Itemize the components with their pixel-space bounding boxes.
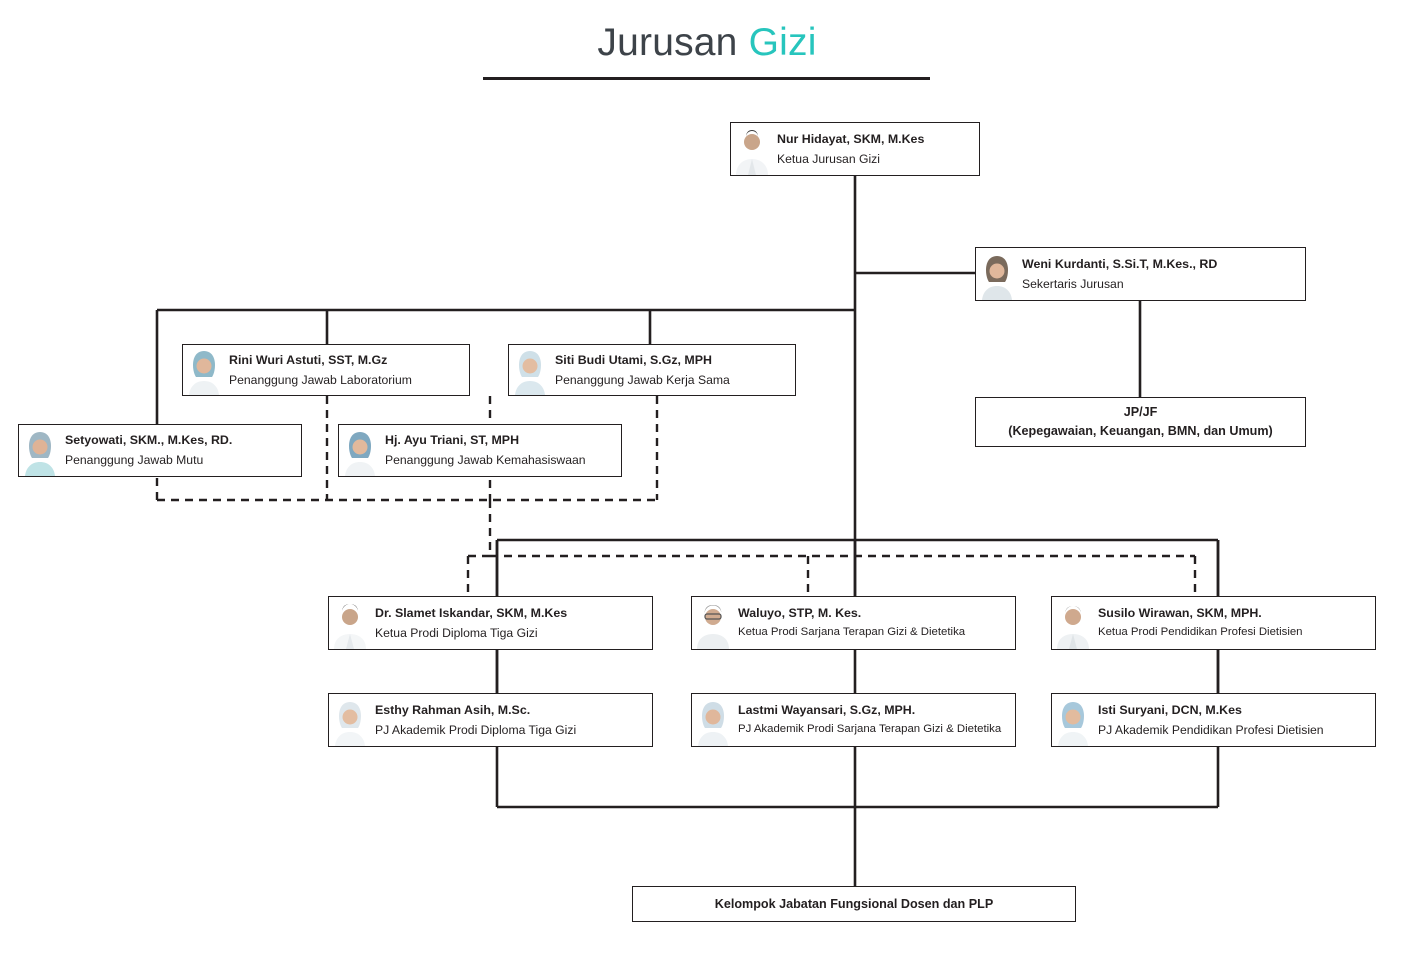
node-role: Ketua Prodi Sarjana Terapan Gizi & Dietetika bbox=[738, 626, 966, 639]
node-pj-akademik-sarjana-terapan[interactable] bbox=[691, 693, 1016, 747]
female-photo bbox=[329, 694, 371, 746]
node-jp-jf[interactable] bbox=[975, 397, 1306, 447]
node-name: Hj. Ayu Triani, ST, MPH bbox=[385, 433, 520, 448]
male-photo bbox=[329, 597, 371, 649]
node-text bbox=[734, 597, 1015, 649]
jp-jf-line1: JP/JF bbox=[1123, 405, 1158, 420]
female-photo bbox=[1052, 694, 1094, 746]
node-role: Ketua Prodi Pendidikan Profesi Dietisien bbox=[1098, 626, 1303, 639]
kelompok-jafung-label: Kelompok Jabatan Fungsional Dosen dan PLP bbox=[714, 896, 994, 911]
node-name: Weni Kurdanti, S.Si.T, M.Kes., RD bbox=[1022, 256, 1218, 271]
node-name: Setyowati, SKM., M.Kes, RD. bbox=[65, 433, 233, 448]
node-role: Penanggung Jawab Kemahasiswaan bbox=[385, 453, 586, 468]
female-photo bbox=[976, 248, 1018, 300]
node-text bbox=[1094, 597, 1375, 649]
male-photo bbox=[692, 597, 734, 649]
jp-jf-line2: (Kepegawaian, Keuangan, BMN, dan Umum) bbox=[1008, 424, 1273, 438]
female-photo bbox=[509, 345, 551, 395]
node-role: Penanggung Jawab Mutu bbox=[65, 453, 204, 468]
node-role: Penanggung Jawab Laboratorium bbox=[229, 372, 412, 387]
node-pj-akademik-profesi[interactable] bbox=[1051, 693, 1376, 747]
male-photo bbox=[731, 123, 773, 175]
node-name: Isti Suryani, DCN, M.Kes bbox=[1098, 702, 1242, 717]
node-role: Ketua Jurusan Gizi bbox=[777, 151, 880, 166]
node-text bbox=[734, 694, 1015, 746]
node-name: Nur Hidayat, SKM, M.Kes bbox=[777, 131, 925, 146]
node-text bbox=[551, 345, 795, 395]
node-text bbox=[381, 425, 621, 476]
node-text bbox=[371, 694, 652, 746]
female-photo bbox=[19, 425, 61, 476]
node-sekertaris-jurusan[interactable] bbox=[975, 247, 1306, 301]
node-name: Susilo Wirawan, SKM, MPH. bbox=[1098, 606, 1262, 621]
node-name: Esthy Rahman Asih, M.Sc. bbox=[375, 702, 531, 717]
female-photo bbox=[692, 694, 734, 746]
node-name: Lastmi Wayansari, S.Gz, MPH. bbox=[738, 703, 916, 718]
node-role: Sekertaris Jurusan bbox=[1022, 276, 1124, 291]
female-photo bbox=[183, 345, 225, 395]
page-title-word2: Gizi bbox=[748, 21, 817, 64]
node-role: Penanggung Jawab Kerja Sama bbox=[555, 372, 730, 387]
male-photo bbox=[1052, 597, 1094, 649]
node-kaprodi-sarjana-terapan[interactable] bbox=[691, 596, 1016, 650]
node-name: Rini Wuri Astuti, SST, M.Gz bbox=[229, 352, 388, 367]
node-role: PJ Akademik Prodi Diploma Tiga Gizi bbox=[375, 722, 577, 737]
node-pj-kerja-sama[interactable] bbox=[508, 344, 796, 396]
node-pj-mutu[interactable] bbox=[18, 424, 302, 477]
node-text bbox=[371, 597, 652, 649]
node-name: Siti Budi Utami, S.Gz, MPH bbox=[555, 352, 712, 367]
node-kelompok-jafung[interactable] bbox=[632, 886, 1076, 922]
node-role: PJ Akademik Prodi Sarjana Terapan Gizi & Dietetika bbox=[738, 723, 1002, 736]
node-role: Ketua Prodi Diploma Tiga Gizi bbox=[375, 625, 538, 640]
node-text bbox=[1018, 248, 1305, 300]
node-ketua-jurusan[interactable] bbox=[730, 122, 980, 176]
node-role: PJ Akademik Pendidikan Profesi Dietisien bbox=[1098, 722, 1324, 737]
node-text bbox=[1094, 694, 1375, 746]
node-name: Waluyo, STP, M. Kes. bbox=[738, 606, 862, 621]
female-photo bbox=[339, 425, 381, 476]
node-pj-kemahasiswaan[interactable] bbox=[338, 424, 622, 477]
node-text bbox=[773, 123, 979, 175]
node-name: Dr. Slamet Iskandar, SKM, M.Kes bbox=[375, 605, 568, 620]
node-pj-akademik-d3[interactable] bbox=[328, 693, 653, 747]
node-text bbox=[61, 425, 301, 476]
node-kaprodi-d3[interactable] bbox=[328, 596, 653, 650]
page-title-word1: Jurusan bbox=[597, 21, 749, 64]
node-kaprodi-profesi[interactable] bbox=[1051, 596, 1376, 650]
node-pj-laboratorium[interactable] bbox=[182, 344, 470, 396]
node-text bbox=[225, 345, 469, 395]
